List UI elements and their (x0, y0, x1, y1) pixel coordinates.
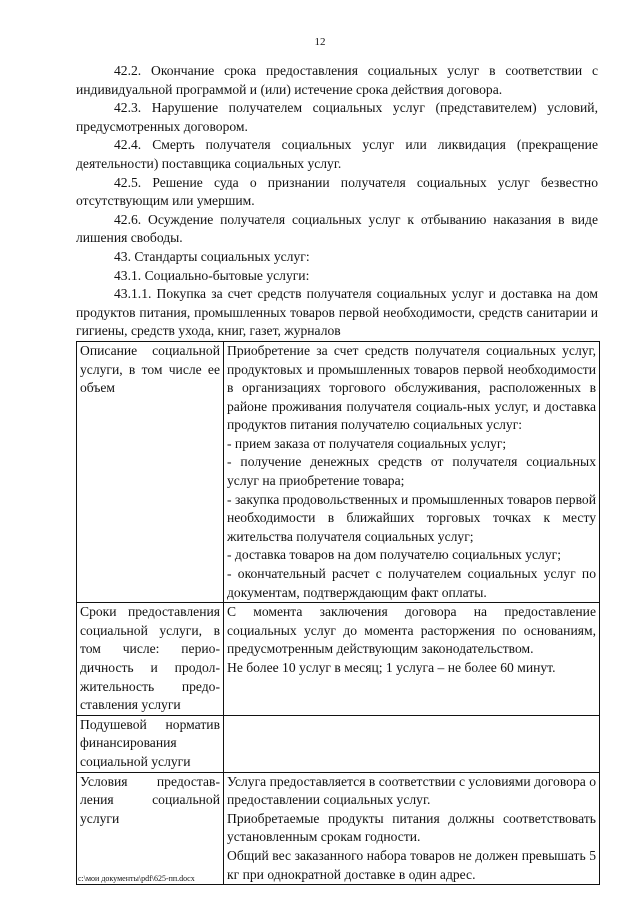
content-line: Приобретение за счет средств получателя социальных услуг, продуктовых и промышленных товаров первой необходимости в организациях торгового обслуживания, расположенных в районе проживания получателя социаль-ных услуг, и доставка продуктов питания получателю социальных услуг: (227, 342, 596, 433)
row-content (224, 603, 600, 716)
table-row (77, 341, 600, 602)
content-line: - получение денежных средств от получателя социальных услуг на приобретение товара; (227, 454, 596, 489)
row-label: Сроки предоставления социальной услуги, в том числе: перио-дичность и продол-жительность предо-ставления услуги (77, 603, 224, 716)
table-row (77, 772, 600, 885)
table-row (77, 603, 600, 716)
document-body (76, 62, 598, 885)
content-line: - закупка продовольственных и промышленных товаров первой необходимости в ближайших торговых точках к месту жительства получателя социальных услуг; (227, 491, 596, 544)
table-row (77, 715, 600, 772)
content-line: - окончательный расчет с получателем социальных услуг по документам, подтверждающим факт оплаты. (227, 566, 596, 600)
service-standard-table (76, 341, 600, 885)
row-label: Подушевой норматив финансирования социальной услуги (77, 715, 224, 772)
content-line: Общий вес заказанного набора товаров не должен превышать 5 кг при однократной доставке в один адрес. (227, 847, 596, 882)
content-line: С момента заключения договора на предоставление социальных услуг до момента расторжения по основаниям, предусмотренным действующим законодательством. (227, 604, 596, 657)
content-line: Не более 10 услуг в месяц; 1 услуга – не более 60 минут. (227, 660, 556, 675)
row-content (224, 772, 600, 885)
row-content (224, 341, 600, 602)
page-number: 12 (314, 36, 326, 48)
footer-file-path: c:\мои документы\pdf\625-пп.docx (78, 874, 195, 883)
row-label: Описание социальной услуги, в том числе ее объем (77, 341, 224, 602)
row-content (224, 715, 600, 772)
row-label: Условия предостав-ления социальной услуги (77, 772, 224, 885)
content-line: - прием заказа от получателя социальных услуг; (227, 435, 507, 451)
content-line: - доставка товаров на дом получателю социальных услуг; (227, 547, 561, 563)
subsection-heading: 43.1. Социально-бытовые услуги: (114, 267, 310, 283)
content-line: Приобретаемые продукты питания должны соответствовать установленным срокам годности. (227, 810, 596, 845)
section-heading: 43. Стандарты социальных услуг: (114, 248, 310, 264)
paragraph: 42.5. Решение суда о признании получателя социальных услуг безвестно отсутствующим или умершим. (76, 174, 598, 209)
service-title: 43.1.1. Покупка за счет средств получателя социальных услуг и доставка на дом продуктов питания, промышленных товаров первой необходимости, средств санитарии и гигиены, средств ухода, книг, газет, журналов (76, 286, 598, 339)
paragraph: 42.3. Нарушение получателем социальных услуг (представителем) условий, предусмотренных договором. (76, 100, 598, 134)
content-line: Услуга предоставляется в соответствии с условиями договора о предоставлении социальных услуг. (227, 773, 596, 808)
paragraph: 42.6. Осуждение получателя социальных услуг к отбыванию наказания в виде лишения свободы. (76, 211, 598, 246)
paragraph: 42.4. Смерть получателя социальных услуг или ликвидация (прекращение деятельности) поставщика социальных услуг. (76, 137, 598, 171)
paragraph: 42.2. Окончание срока предоставления социальных услуг в соответствии с индивидуальной программой и (или) истечение срока действия договора. (76, 63, 598, 97)
